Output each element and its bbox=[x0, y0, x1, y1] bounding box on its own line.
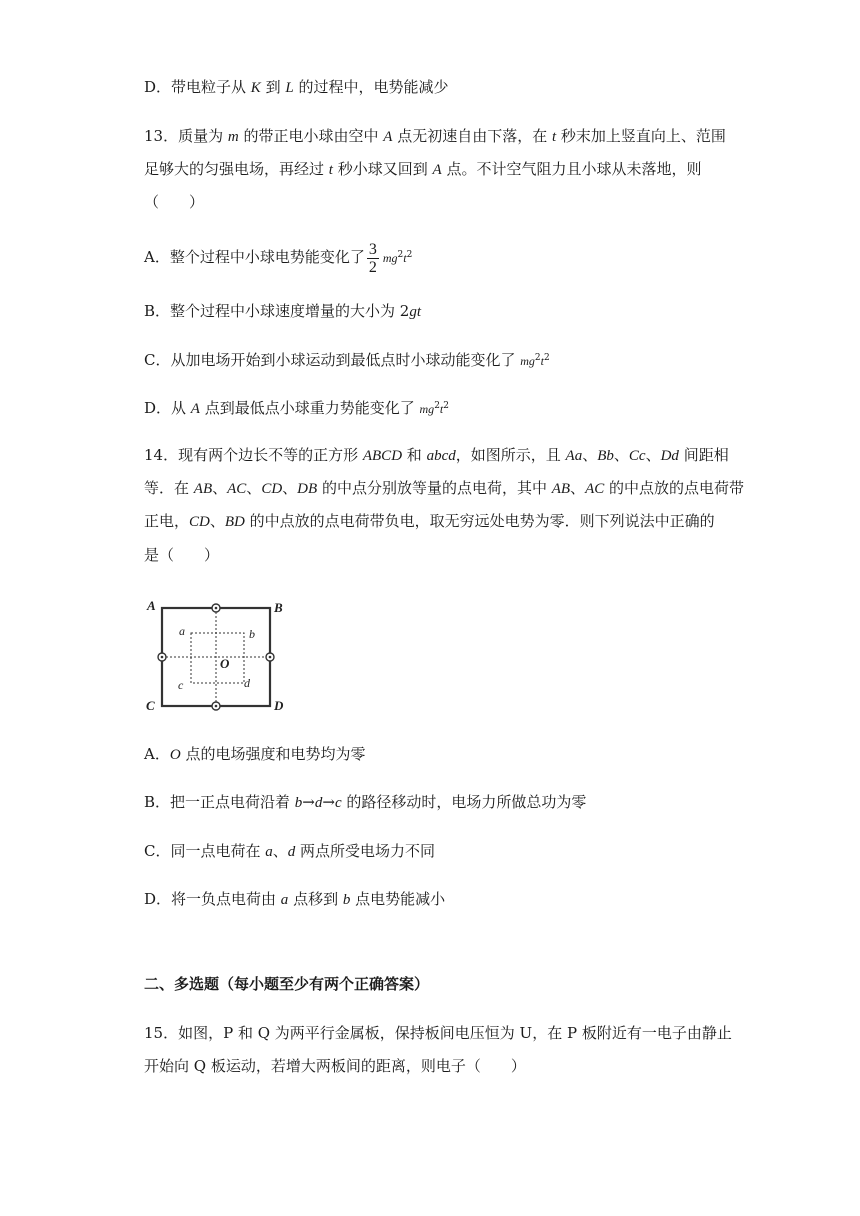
label-B: B bbox=[274, 600, 283, 615]
q14-stem-line1: 14．现有两个边长不等的正方形 ABCD 和 abcd，如图所示，且 Aa、Bb、Cc、Dd 间距相 bbox=[144, 446, 729, 464]
label-b: b bbox=[249, 627, 255, 641]
q14-stem-line2: 等．在 AB、AC、CD、DB 的中点分别放等量的点电荷，其中 AB、AC 的中点放的点电荷带 bbox=[144, 479, 745, 497]
fraction: $\frac{3}{2}$ bbox=[368, 240, 377, 276]
q14-square-figure bbox=[144, 598, 294, 718]
q13-stem-line1: 13．质量为 m 的带正电小球由空中 A 点无初速自由下落，在 t 秒末加上竖直向上、范围 bbox=[144, 127, 726, 145]
label-O: O bbox=[220, 656, 230, 671]
q14-stem-line4: 是（ ） bbox=[144, 546, 220, 564]
q13-option-d: D．从 A 点到最低点小球重力势能变化了 $mg^2t^2$ bbox=[144, 399, 449, 417]
q14-option-c: C．同一点电荷在 a、d 两点所受电场力不同 bbox=[144, 842, 436, 860]
charge-right-dot bbox=[269, 656, 272, 659]
q13-option-a: A．整个过程中小球电势能变化了 $\frac{3}{2}$ $mg^2t^2$ bbox=[144, 240, 413, 276]
q13-option-b: B．整个过程中小球速度增量的大小为 2gt bbox=[144, 302, 422, 320]
q13-stem-line3: （ ） bbox=[144, 193, 205, 211]
label-c: c bbox=[178, 678, 184, 692]
inner-square bbox=[191, 633, 244, 683]
q14-option-d: D．将一负点电荷由 a 点移到 b 点电势能减小 bbox=[144, 890, 446, 908]
q14-stem-line3: 正电，CD、BD 的中点放的点电荷带负电，取无穷远处电势为零．则下列说法中正确的 bbox=[144, 512, 715, 530]
label-a: a bbox=[179, 624, 185, 638]
charge-bottom-dot bbox=[215, 705, 218, 708]
q12-option-d: D．带电粒子从 K 到 L 的过程中，电势能减少 bbox=[144, 78, 449, 96]
label-C: C bbox=[146, 698, 155, 713]
charge-top-dot bbox=[215, 607, 218, 610]
label-A: A bbox=[147, 598, 156, 613]
charge-left-dot bbox=[161, 656, 164, 659]
q14-option-a: A．O 点的电场强度和电势均为零 bbox=[144, 745, 366, 763]
q13-option-c: C．从加电场开始到小球运动到最低点时小球动能变化了 $mg^2t^2$ bbox=[144, 351, 550, 369]
q13-stem-line2: 足够大的匀强电场，再经过 t 秒小球又回到 A 点。不计空气阻力且小球从未落地，则 bbox=[144, 160, 702, 178]
section-heading-multi-choice: 二、多选题（每小题至少有两个正确答案） bbox=[144, 975, 430, 993]
q15-stem-line2: 开始向 Q 板运动，若增大两板间的距离，则电子（ ） bbox=[144, 1057, 526, 1075]
q15-stem-line1: 15．如图，P 和 Q 为两平行金属板，保持板间电压恒为 U，在 P 板附近有一电子由静止 bbox=[144, 1024, 732, 1042]
label-D: D bbox=[274, 698, 284, 713]
q14-option-b: B．把一正点电荷沿着 b→d→c 的路径移动时，电场力所做总功为零 bbox=[144, 793, 587, 811]
label-d: d bbox=[244, 676, 250, 690]
